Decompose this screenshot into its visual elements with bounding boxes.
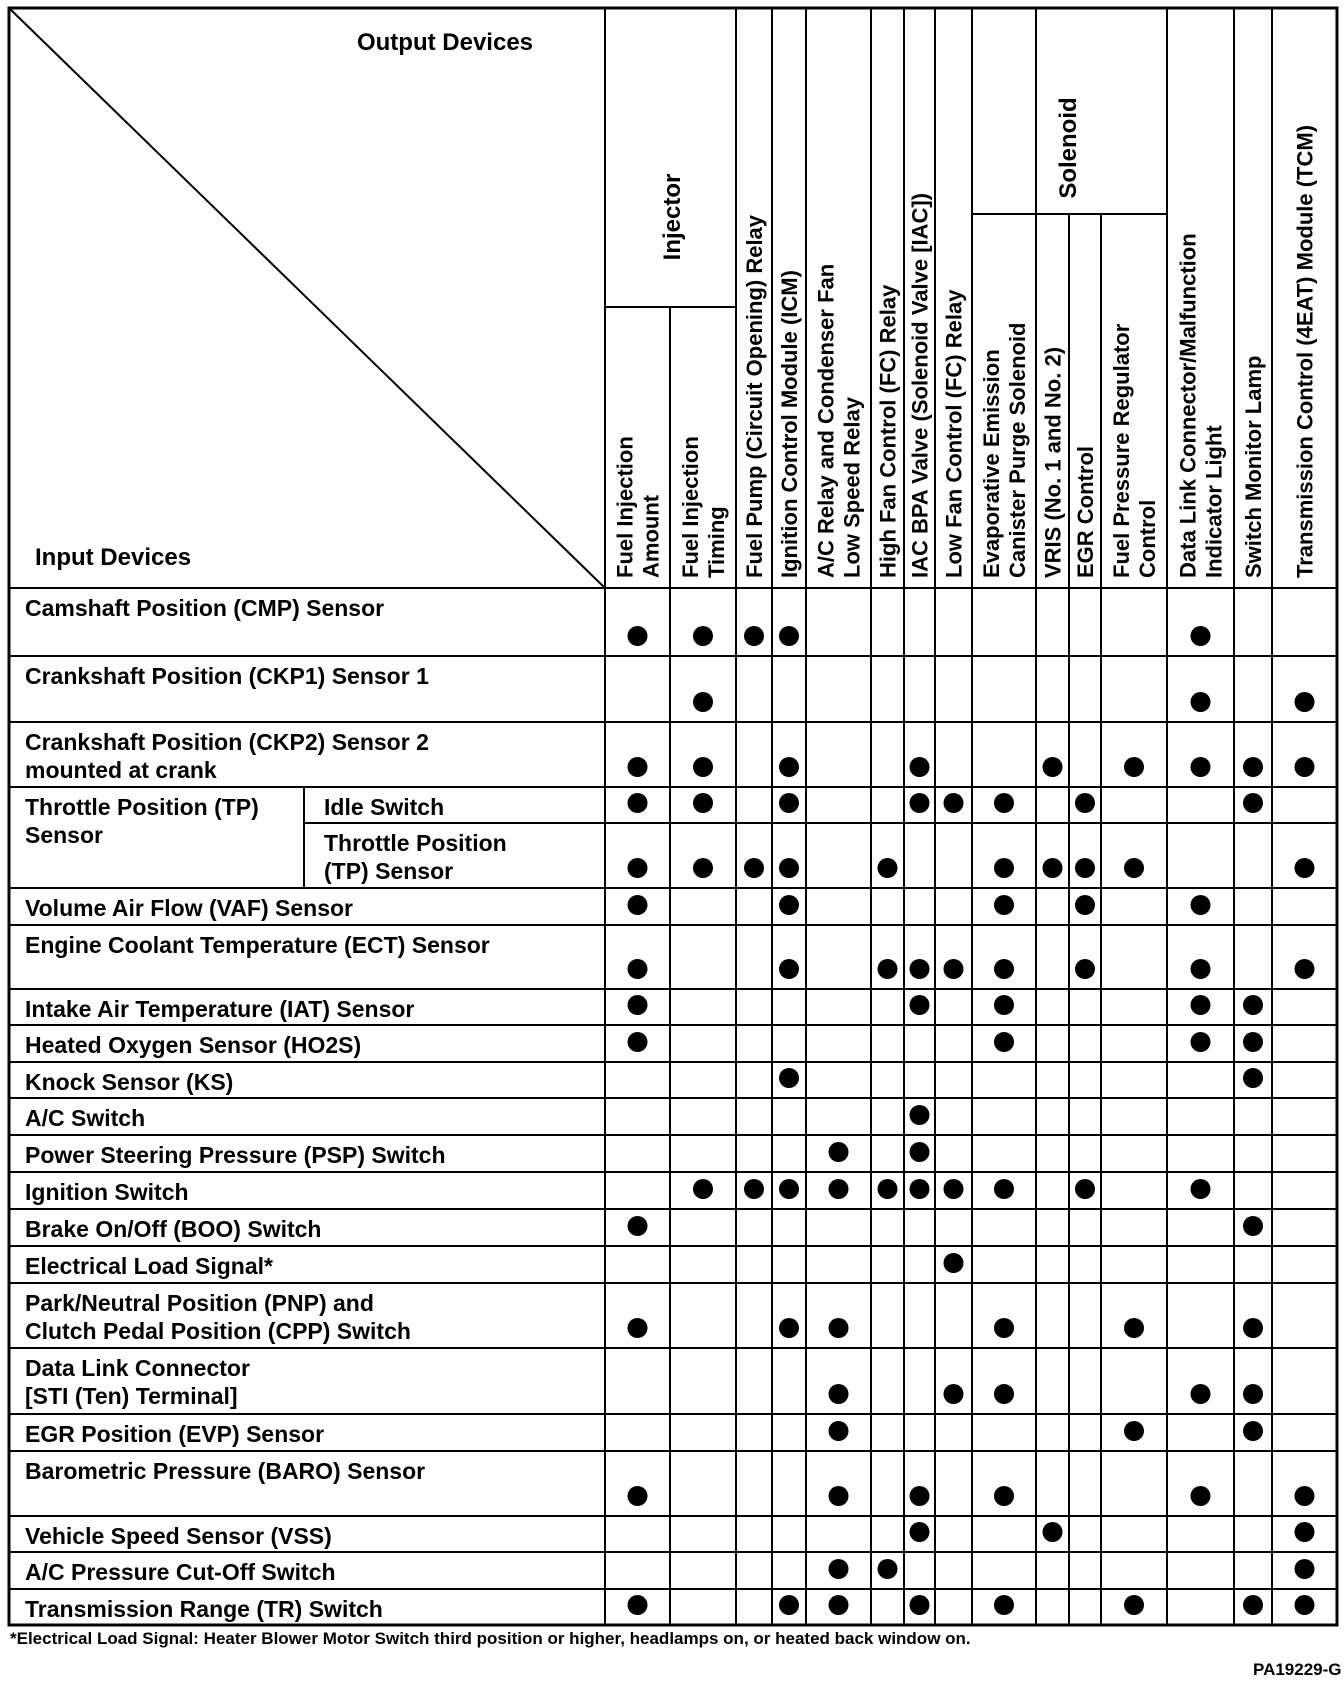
relation-dot bbox=[1075, 793, 1095, 813]
column-header-c4: Ignition Control Module (ICM) bbox=[777, 270, 802, 578]
relation-dot bbox=[1295, 692, 1315, 712]
row-label: Electrical Load Signal* bbox=[25, 1253, 273, 1279]
relation-dot bbox=[779, 1318, 799, 1338]
row-label: Crankshaft Position (CKP2) Sensor 2 bbox=[25, 729, 429, 755]
relation-dot bbox=[829, 1179, 849, 1199]
column-header-c13: Data Link Connector/Malfunction bbox=[1175, 233, 1201, 578]
relation-dot bbox=[1124, 757, 1144, 777]
relation-dot bbox=[994, 995, 1014, 1015]
column-header-c7: IAC BPA Valve (Solenoid Valve [IAC]) bbox=[907, 192, 933, 578]
relation-dot bbox=[994, 1595, 1014, 1615]
row-label: Vehicle Speed Sensor (VSS) bbox=[25, 1523, 332, 1549]
relation-dot bbox=[994, 1384, 1014, 1404]
row-label: Barometric Pressure (BARO) Sensor bbox=[25, 1458, 426, 1484]
relation-dot bbox=[994, 895, 1014, 915]
column-header-c6: High Fan Control (FC) Relay bbox=[875, 284, 901, 578]
relation-dot bbox=[628, 1216, 648, 1236]
row-label: Knock Sensor (KS) bbox=[25, 1069, 234, 1095]
row-label: Transmission Range (TR) Switch bbox=[25, 1596, 383, 1622]
column-header-c1: Fuel Injection bbox=[612, 436, 638, 578]
relation-dot bbox=[829, 1384, 849, 1404]
row-label: Volume Air Flow (VAF) Sensor bbox=[25, 895, 353, 921]
relation-dot bbox=[744, 858, 764, 878]
relation-dot bbox=[1295, 858, 1315, 878]
relation-dot bbox=[944, 793, 964, 813]
relation-dot bbox=[779, 757, 799, 777]
relation-dot bbox=[779, 1179, 799, 1199]
relation-dot bbox=[1191, 959, 1211, 979]
row-label: Crankshaft Position (CKP1) Sensor 1 bbox=[25, 663, 429, 689]
relation-dot bbox=[779, 1068, 799, 1088]
row-label: Power Steering Pressure (PSP) Switch bbox=[25, 1142, 446, 1168]
row-label: Brake On/Off (BOO) Switch bbox=[25, 1216, 322, 1242]
row-label: Heated Oxygen Sensor (HO2S) bbox=[25, 1032, 362, 1058]
row-label: Ignition Switch bbox=[25, 1179, 189, 1205]
relation-dot bbox=[628, 793, 648, 813]
column-header-c9: Evaporative Emission bbox=[979, 349, 1004, 578]
relation-dot bbox=[779, 895, 799, 915]
relation-dot bbox=[829, 1142, 849, 1162]
relation-dot bbox=[994, 1486, 1014, 1506]
relation-dot bbox=[1295, 1559, 1315, 1579]
relation-dot bbox=[1191, 995, 1211, 1015]
relation-dot bbox=[1191, 895, 1211, 915]
relation-dot bbox=[944, 1179, 964, 1199]
relation-dot bbox=[628, 757, 648, 777]
relation-dot bbox=[1243, 793, 1263, 813]
column-header-c12: Fuel Pressure Regulator bbox=[1109, 323, 1134, 578]
relation-dot bbox=[1075, 1179, 1095, 1199]
relation-dot bbox=[910, 1179, 930, 1199]
column-header-c2: Fuel Injection bbox=[678, 436, 703, 578]
row-label: mounted at crank bbox=[25, 757, 217, 783]
row-label: EGR Position (EVP) Sensor bbox=[25, 1421, 325, 1447]
column-header-c5: A/C Relay and Condenser Fan bbox=[813, 263, 839, 578]
row-label: Intake Air Temperature (IAT) Sensor bbox=[25, 996, 415, 1022]
column-header-c15: Transmission Control (4EAT) Module (TCM) bbox=[1292, 124, 1318, 578]
relation-dot bbox=[1124, 1595, 1144, 1615]
relation-dot bbox=[628, 858, 648, 878]
relation-dot bbox=[1243, 1595, 1263, 1615]
relation-dot bbox=[1124, 1421, 1144, 1441]
figure-id: PA19229-G bbox=[1253, 1660, 1342, 1679]
column-header-c2: Timing bbox=[704, 506, 729, 578]
relation-dot bbox=[1191, 1032, 1211, 1052]
relation-dot bbox=[829, 1595, 849, 1615]
relation-dot bbox=[1075, 895, 1095, 915]
relation-dot bbox=[944, 959, 964, 979]
relation-dot bbox=[1243, 1216, 1263, 1236]
relation-dot bbox=[628, 626, 648, 646]
relation-dot bbox=[628, 895, 648, 915]
relation-dot bbox=[779, 959, 799, 979]
column-header-c1: Amount bbox=[638, 494, 664, 578]
relation-dot bbox=[1043, 858, 1063, 878]
relation-dot bbox=[1043, 1522, 1063, 1542]
solenoid-group-label: Solenoid bbox=[1055, 97, 1082, 199]
relation-dot bbox=[910, 1595, 930, 1615]
relation-dot bbox=[693, 626, 713, 646]
row-group-label: Throttle Position (TP) bbox=[25, 794, 259, 820]
row-label: [STI (Ten) Terminal] bbox=[25, 1383, 238, 1409]
relation-dot bbox=[910, 793, 930, 813]
relation-dot bbox=[910, 959, 930, 979]
relation-dot bbox=[693, 757, 713, 777]
relation-dot bbox=[628, 1595, 648, 1615]
relation-dot bbox=[628, 959, 648, 979]
relation-dot bbox=[628, 1318, 648, 1338]
relation-dot bbox=[994, 959, 1014, 979]
relation-dot bbox=[1124, 858, 1144, 878]
relation-dot bbox=[1075, 858, 1095, 878]
column-header-c3: Fuel Pump (Circuit Opening) Relay bbox=[742, 214, 767, 578]
injector-group-label: Injector bbox=[659, 173, 686, 261]
row-label: Data Link Connector bbox=[25, 1355, 250, 1381]
relation-dot bbox=[1295, 757, 1315, 777]
relation-dot bbox=[910, 1522, 930, 1542]
relation-dot bbox=[1075, 959, 1095, 979]
relation-dot bbox=[1124, 1318, 1144, 1338]
relation-dot bbox=[994, 793, 1014, 813]
relation-dot bbox=[910, 757, 930, 777]
row-label: A/C Switch bbox=[25, 1105, 146, 1131]
relation-dot bbox=[1191, 626, 1211, 646]
relation-dot bbox=[1243, 1318, 1263, 1338]
column-header-c12: Control bbox=[1135, 499, 1160, 578]
row-sublabel: Throttle Position bbox=[324, 830, 507, 856]
relation-dot bbox=[1191, 1486, 1211, 1506]
input-devices-title: Input Devices bbox=[35, 544, 192, 571]
relation-dot bbox=[628, 995, 648, 1015]
relation-dot bbox=[829, 1421, 849, 1441]
relation-dot bbox=[878, 1179, 898, 1199]
relation-dot bbox=[944, 1384, 964, 1404]
relation-dot bbox=[1191, 1384, 1211, 1404]
column-header-c10: VRIS (No. 1 and No. 2) bbox=[1040, 346, 1066, 578]
relation-dot bbox=[910, 1105, 930, 1125]
column-header-c9: Canister Purge Solenoid bbox=[1005, 322, 1030, 578]
row-label: Camshaft Position (CMP) Sensor bbox=[25, 595, 385, 621]
relation-dot bbox=[779, 858, 799, 878]
column-header-c5: Low Speed Relay bbox=[839, 397, 865, 578]
relation-dot bbox=[1243, 1068, 1263, 1088]
relation-dot bbox=[1243, 995, 1263, 1015]
relation-dot bbox=[779, 793, 799, 813]
relation-dot bbox=[878, 1559, 898, 1579]
row-sublabel: Idle Switch bbox=[324, 794, 445, 820]
row-sublabel: (TP) Sensor bbox=[324, 858, 454, 884]
relation-dot bbox=[1243, 1421, 1263, 1441]
relation-dot bbox=[693, 692, 713, 712]
relation-dot bbox=[910, 995, 930, 1015]
relation-dot bbox=[693, 858, 713, 878]
relation-dot bbox=[878, 959, 898, 979]
relation-dot bbox=[1295, 1595, 1315, 1615]
column-header-c11: EGR Control bbox=[1073, 446, 1098, 578]
relation-dot bbox=[1295, 959, 1315, 979]
column-header-c14: Switch Monitor Lamp bbox=[1241, 355, 1266, 578]
row-group-label: Sensor bbox=[25, 822, 103, 848]
relation-dot bbox=[994, 1032, 1014, 1052]
relation-dot bbox=[910, 1142, 930, 1162]
relation-dot bbox=[744, 1179, 764, 1199]
relation-dot bbox=[628, 1486, 648, 1506]
row-label: A/C Pressure Cut-Off Switch bbox=[25, 1559, 336, 1585]
relation-dot bbox=[1243, 1384, 1263, 1404]
row-label: Engine Coolant Temperature (ECT) Sensor bbox=[25, 932, 490, 958]
relation-dot bbox=[994, 858, 1014, 878]
relation-dot bbox=[779, 626, 799, 646]
relation-dot bbox=[829, 1318, 849, 1338]
relation-dot bbox=[693, 793, 713, 813]
column-header-c13: Indicator Light bbox=[1201, 425, 1227, 578]
relation-dot bbox=[1043, 757, 1063, 777]
relation-dot bbox=[910, 1486, 930, 1506]
relation-dot bbox=[829, 1486, 849, 1506]
footnote: *Electrical Load Signal: Heater Blower Motor Switch third position or higher, headlamps on, or heated back window on. bbox=[10, 1629, 971, 1648]
relation-dot bbox=[693, 1179, 713, 1199]
relation-dot bbox=[829, 1559, 849, 1579]
column-header-c8: Low Fan Control (FC) Relay bbox=[941, 289, 967, 578]
row-label: Park/Neutral Position (PNP) and bbox=[25, 1290, 374, 1316]
relation-dot bbox=[878, 858, 898, 878]
relation-dot bbox=[1295, 1486, 1315, 1506]
row-label: Clutch Pedal Position (CPP) Switch bbox=[25, 1318, 411, 1344]
relation-dot bbox=[779, 1595, 799, 1615]
relation-dot bbox=[994, 1318, 1014, 1338]
relation-dot bbox=[994, 1179, 1014, 1199]
relation-dot bbox=[1191, 692, 1211, 712]
relation-dot bbox=[1295, 1522, 1315, 1542]
relation-dot bbox=[744, 626, 764, 646]
header-diagonal bbox=[9, 8, 605, 588]
relation-dot bbox=[1243, 757, 1263, 777]
relation-dot bbox=[1243, 1032, 1263, 1052]
relation-dot bbox=[628, 1032, 648, 1052]
relation-dot bbox=[944, 1253, 964, 1273]
output-devices-title: Output Devices bbox=[356, 29, 534, 56]
relation-dot bbox=[1191, 1179, 1211, 1199]
relation-dot bbox=[1191, 757, 1211, 777]
